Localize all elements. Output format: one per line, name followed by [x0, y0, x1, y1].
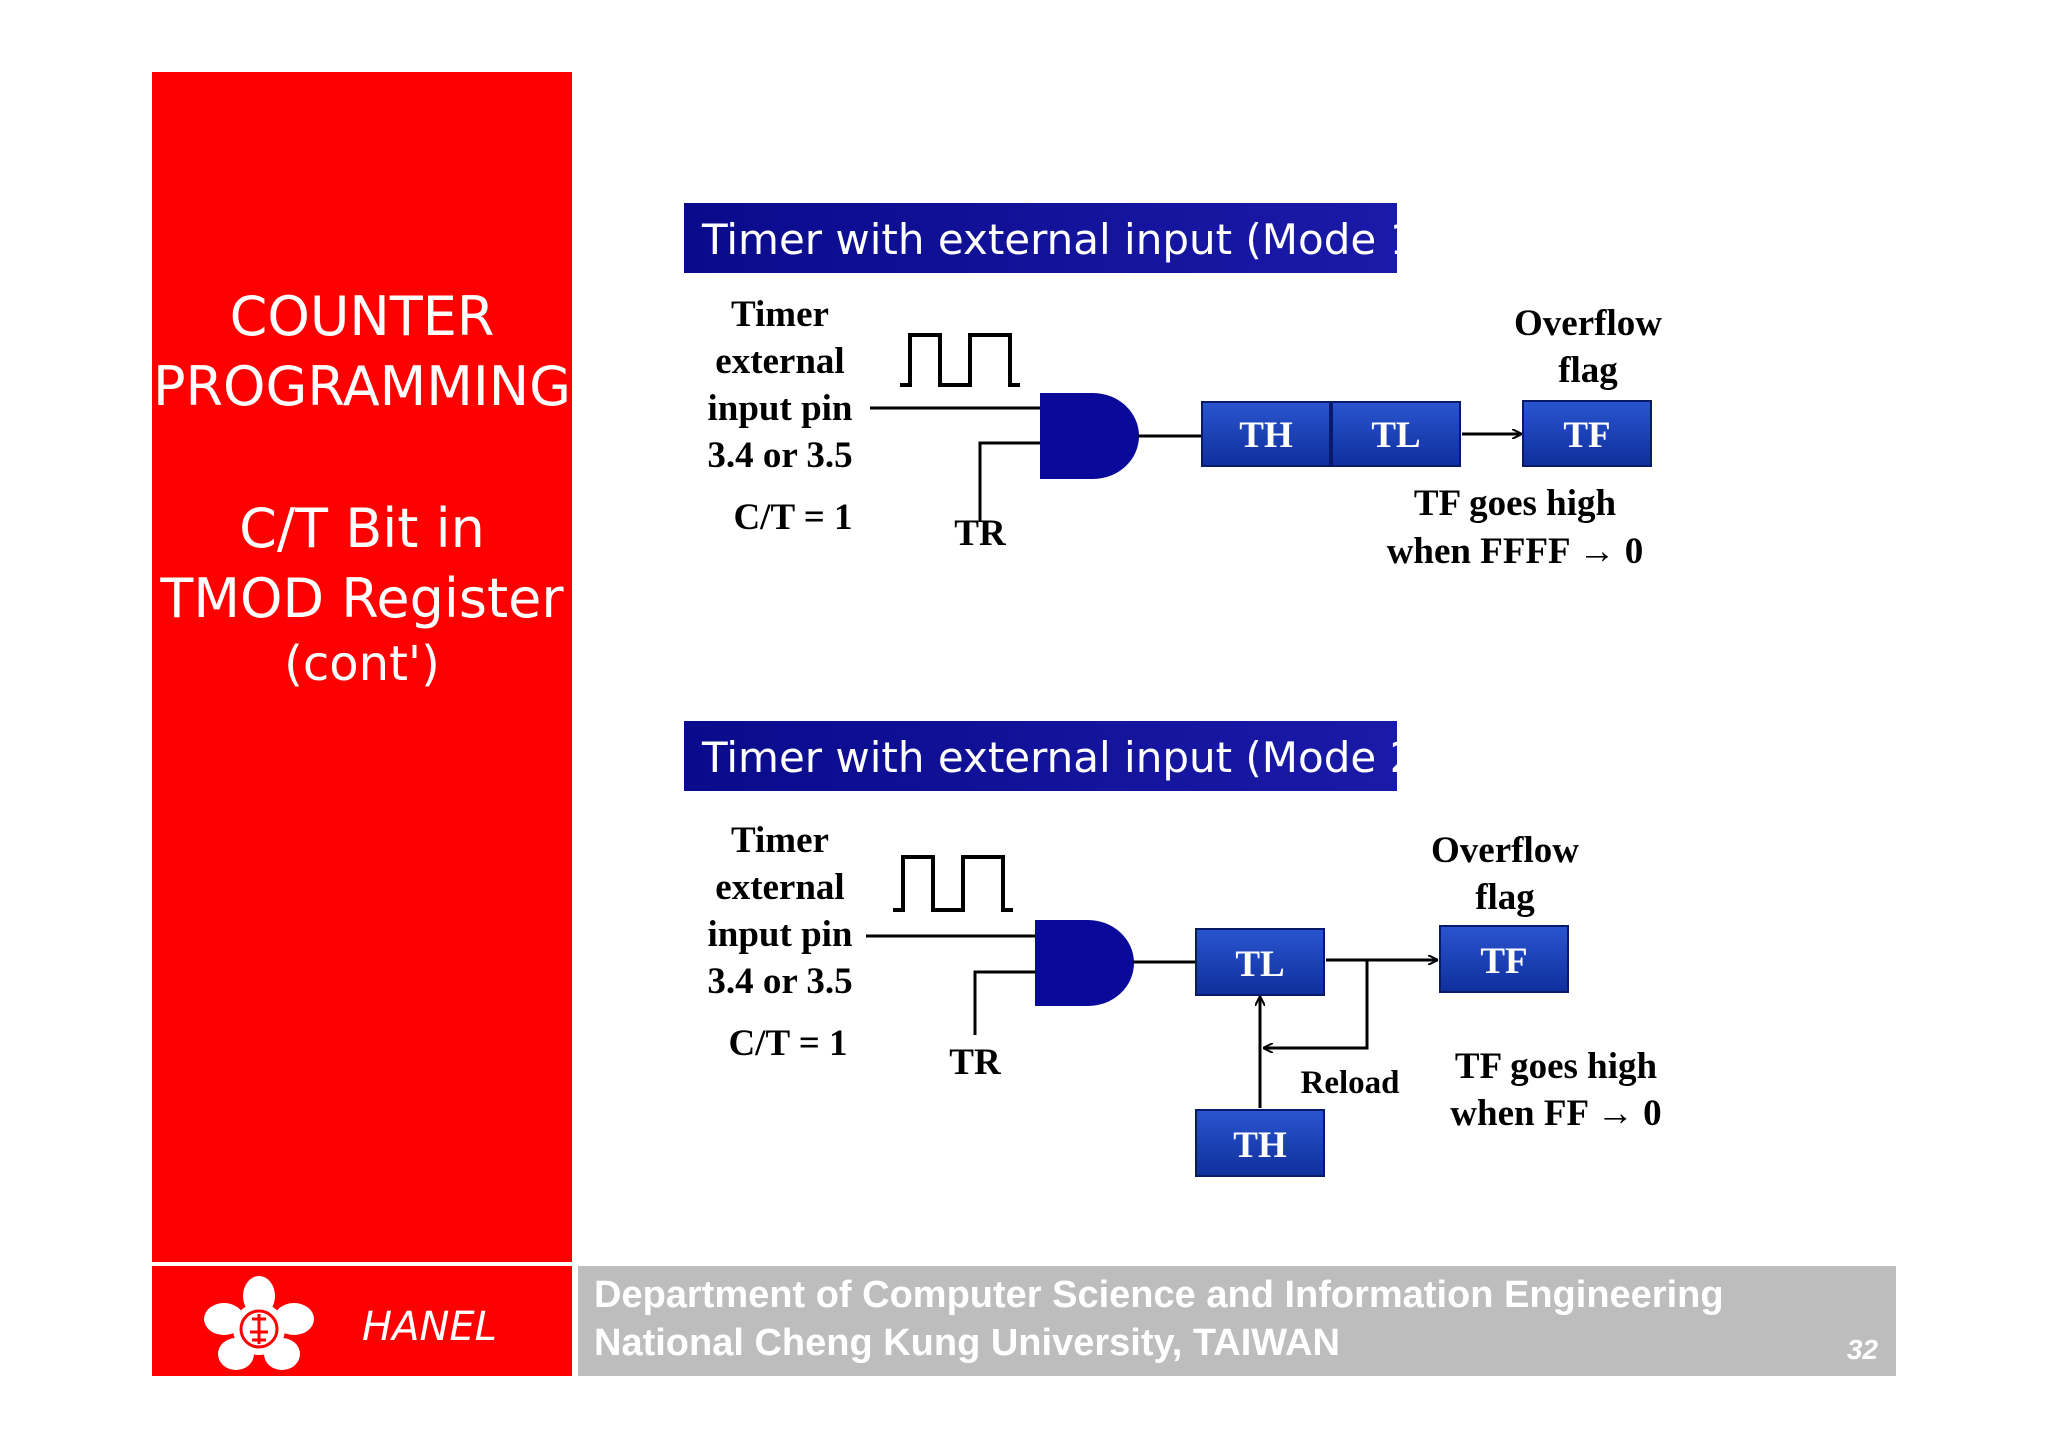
page-number: 32 [1846, 1334, 1878, 1365]
mode2-diagram [684, 721, 1662, 1176]
mode1-ct-label: C/T = 1 [733, 497, 853, 538]
mode1-tr-wire [980, 443, 1040, 522]
mode1-tf-label: TF [1563, 415, 1611, 456]
mode1-th-label: TH [1239, 415, 1293, 456]
mode2-tf-label: TF [1480, 941, 1528, 982]
mode2-th-label: TH [1233, 1125, 1287, 1166]
mode2-reload-label: Reload [1300, 1065, 1400, 1101]
mode2-ct-label: C/T = 1 [728, 1023, 848, 1064]
mode1-overflow-label-1: Overflow [1514, 303, 1662, 344]
mode1-overflow-label-2: flag [1558, 350, 1618, 391]
mode2-overflow-label-1: Overflow [1431, 830, 1579, 871]
mode2-and-gate-icon [1035, 920, 1134, 1006]
title-line-2: PROGRAMMING [152, 355, 572, 418]
department-line: Department of Computer Science and Information Engineering [594, 1274, 1724, 1316]
subtitle-line-1: C/T Bit in [239, 497, 485, 560]
title-line-1: COUNTER [229, 285, 495, 348]
university-line: National Cheng Kung University, TAIWAN [594, 1322, 1340, 1364]
mode2-input-label-1: Timer [731, 820, 829, 861]
mode1-input-label-3: input pin [707, 388, 853, 429]
mode2-tl-label: TL [1235, 944, 1285, 985]
mode1-tl-label: TL [1371, 415, 1421, 456]
mode2-pulse-icon [893, 857, 1013, 910]
subtitle-line-3: (cont') [284, 636, 440, 692]
mode1-pulse-icon [900, 335, 1020, 385]
mode1-and-gate-icon [1040, 393, 1139, 479]
mode1-diagram [684, 203, 1662, 572]
mode1-tr-label: TR [954, 513, 1006, 554]
mode2-input-label-2: external [715, 867, 845, 908]
mode2-input-label-4: 3.4 or 3.5 [707, 961, 853, 1002]
mode2-input-label-3: input pin [707, 914, 853, 955]
mode1-input-label-1: Timer [731, 294, 829, 335]
mode2-tf-note-2: when FF → 0 [1450, 1093, 1662, 1134]
mode2-tr-label: TR [949, 1042, 1001, 1083]
subtitle-line-2: TMOD Register [160, 567, 564, 630]
mode1-header: Timer with external input (Mode 1) [702, 215, 1433, 264]
mode1-tf-note-1: TF goes high [1413, 483, 1617, 524]
mode1-tf-note-2: when FFFF → 0 [1386, 531, 1644, 572]
mode2-header: Timer with external input (Mode 2) [702, 733, 1433, 782]
hanel-label: HANEL [362, 1304, 497, 1350]
mode2-tf-note-1: TF goes high [1454, 1046, 1658, 1087]
mode2-tr-wire [975, 972, 1035, 1035]
mode1-input-label-2: external [715, 341, 845, 382]
mode2-overflow-label-2: flag [1475, 877, 1535, 918]
mode1-input-label-4: 3.4 or 3.5 [707, 435, 853, 476]
